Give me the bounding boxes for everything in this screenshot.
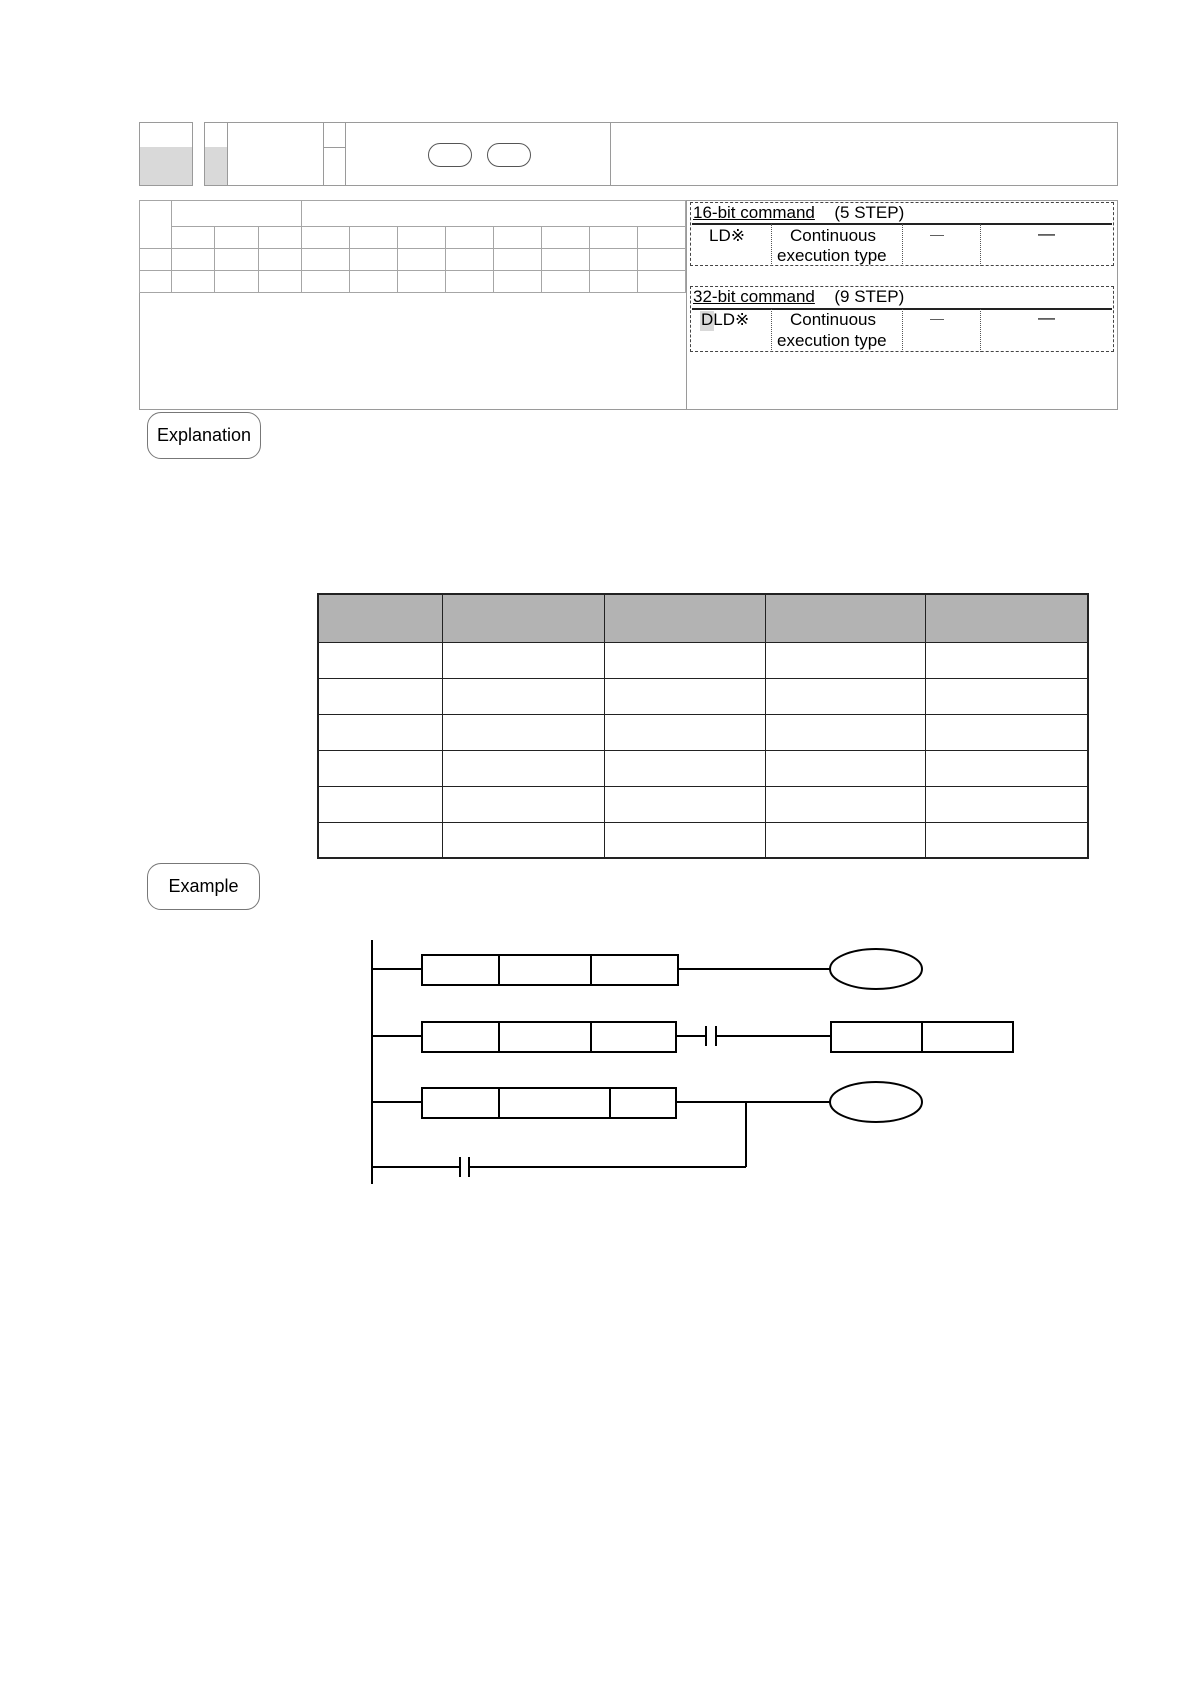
cmd16-steps: (5 STEP) [834, 203, 905, 222]
example-label: Example [147, 863, 260, 910]
cmd32-exec-1: Continuous [790, 310, 877, 329]
cmd32-title: 32-bit command [693, 287, 815, 306]
rung-1-coil [830, 949, 922, 989]
cmd16-mnemonic: LD※ [709, 226, 745, 245]
cmd16-exec-2: execution type [777, 246, 887, 265]
cmd16-col3: — [930, 226, 944, 242]
cmd32-col4: — [1038, 308, 1055, 327]
cmd16-title: 16-bit command [693, 203, 815, 222]
rung-1-compare-box [422, 955, 678, 985]
explanation-label: Explanation [147, 412, 261, 459]
cmd32-mnemonic: DLD※ [701, 310, 750, 329]
cmd32-steps: (9 STEP) [834, 287, 905, 306]
rung-3-compare-box [422, 1088, 676, 1118]
rung-3-coil [830, 1082, 922, 1122]
cmd32-col3: — [930, 310, 944, 326]
cmd32-exec-2: execution type [777, 331, 887, 350]
cmd16-exec-1: Continuous [790, 226, 877, 245]
cmd16-col4: — [1038, 224, 1055, 243]
rung-2-compare-box [422, 1022, 676, 1052]
